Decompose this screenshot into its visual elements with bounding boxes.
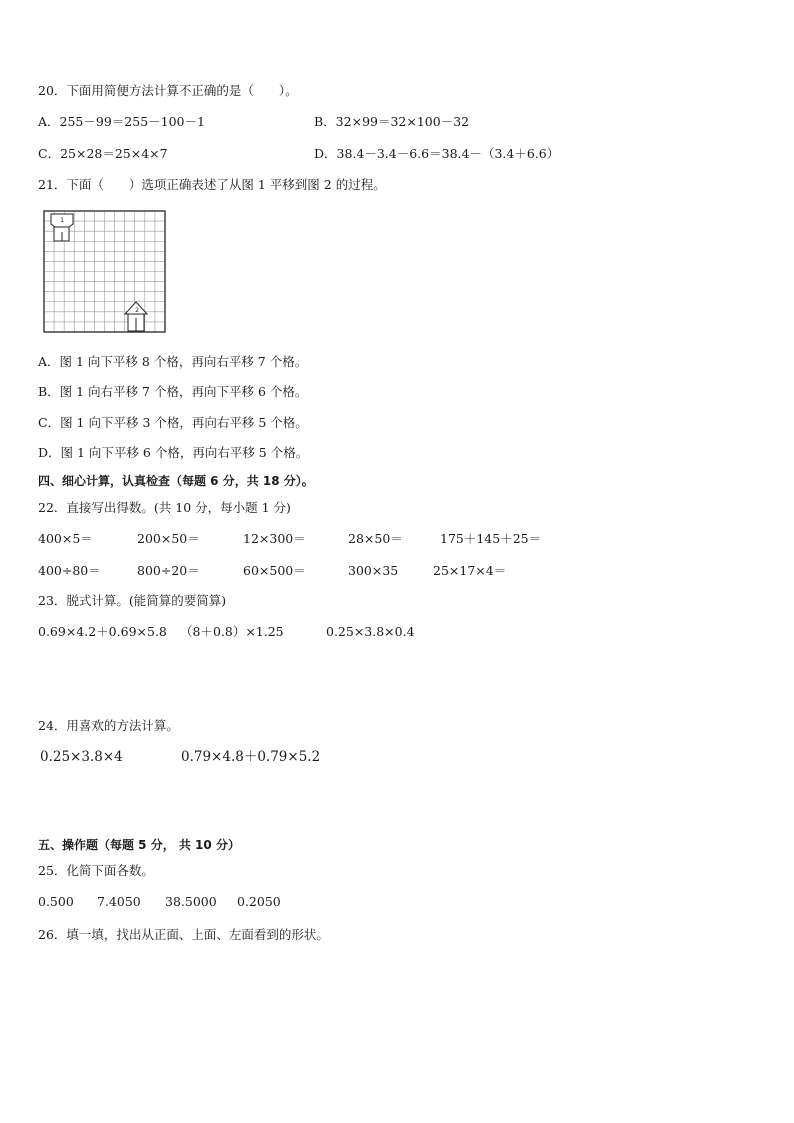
q25-item-3: 38.5000 (165, 894, 217, 909)
q21-stem: 21．下面（ ）选项正确表述了从图 1 平移到图 2 的过程。 (38, 177, 386, 192)
q23-stem: 23．脱式计算。(能简算的要简算) (38, 593, 227, 608)
q20-option-b: B．32×99＝32×100－32 (314, 114, 470, 129)
q25-item-4: 0.2050 (237, 894, 281, 909)
figure-1-label: 1 (60, 217, 64, 224)
q22-item-2-4: 300×35 (348, 563, 399, 578)
translation-grid-figure (43, 210, 167, 334)
q22-item-1-5: 175＋145＋25＝ (440, 531, 542, 546)
q24-item-2: 0.79×4.8＋0.79×5.2 (181, 749, 321, 765)
q22-item-1-1: 400×5＝ (38, 531, 93, 546)
q22-item-2-2: 800÷20＝ (137, 563, 200, 578)
q21-option-a: A．图 1 向下平移 8 个格，再向右平移 7 个格。 (38, 354, 308, 369)
q20-stem: 20．下面用简便方法计算不正确的是（ ）。 (38, 83, 298, 98)
q22-stem: 22．直接写出得数。(共 10 分，每小题 1 分) (38, 500, 291, 515)
q21-option-b: B．图 1 向右平移 7 个格，再向下平移 6 个格。 (38, 384, 308, 399)
section-5-title: 五、操作题（每题 5 分， 共 10 分） (38, 838, 240, 852)
q22-item-1-2: 200×50＝ (137, 531, 200, 546)
q23-item-3: 0.25×3.8×0.4 (326, 624, 415, 639)
q24-item-1: 0.25×3.8×4 (40, 749, 123, 765)
q20-option-d: D．38.4－3.4－6.6＝38.4－（3.4＋6.6） (314, 146, 560, 161)
q23-item-1: 0.69×4.2＋0.69×5.8 (38, 624, 167, 639)
q22-item-2-1: 400÷80＝ (38, 563, 101, 578)
figure-1-house (51, 214, 73, 241)
q20-option-c: C．25×28＝25×4×7 (38, 146, 168, 161)
section-4-title: 四、细心计算，认真检查（每题 6 分，共 18 分）。 (38, 474, 314, 488)
q21-option-c: C．图 1 向下平移 3 个格，再向右平移 5 个格。 (38, 415, 308, 430)
q22-item-2-3: 60×500＝ (243, 563, 306, 578)
q25-item-1: 0.500 (38, 894, 74, 909)
q22-item-1-3: 12×300＝ (243, 531, 306, 546)
q22-item-2-5: 25×17×4＝ (433, 563, 507, 578)
q25-item-2: 7.4050 (97, 894, 141, 909)
q26-stem: 26．填一填，找出从正面、上面、左面看到的形状。 (38, 927, 329, 942)
figure-2-house (125, 302, 147, 331)
q24-stem: 24．用喜欢的方法计算。 (38, 718, 179, 733)
q25-stem: 25．化简下面各数。 (38, 863, 154, 878)
q22-item-1-4: 28×50＝ (348, 531, 403, 546)
q20-option-a: A．255－99＝255－100－1 (38, 114, 205, 129)
q23-item-2: （8＋0.8）×1.25 (180, 624, 284, 639)
q21-option-d: D．图 1 向下平移 6 个格，再向右平移 5 个格。 (38, 445, 309, 460)
figure-2-label: 2 (135, 307, 139, 314)
